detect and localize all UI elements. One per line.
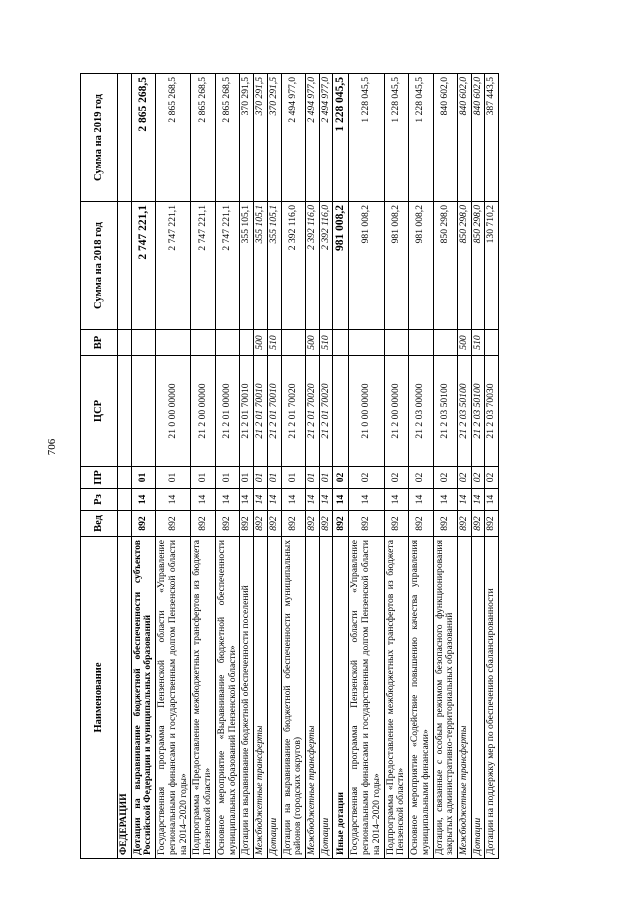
- cell-sum-2019: 387 443,5: [485, 74, 499, 202]
- cell-ved: 892: [281, 511, 305, 537]
- cell-sum-2019: 2 865 268,5: [191, 74, 215, 202]
- cell-vr: 510: [267, 330, 281, 356]
- cell-rz: 14: [191, 489, 215, 511]
- cell-sum-2019: 370 291,5: [240, 74, 254, 202]
- cell-rz: 14: [409, 489, 433, 511]
- header-vr: ВР: [81, 330, 118, 356]
- cell-ved: 892: [457, 511, 471, 537]
- cell-sum-2019: 2 865 268,5: [215, 74, 239, 202]
- cell-pr: 02: [485, 467, 499, 489]
- cell-pr: 01: [254, 467, 268, 489]
- cell-name: Дотации на выравнивание бюджетной обеспеченности субъектов Российской Федерации и муниципальных образований: [131, 537, 155, 859]
- cell-sum-2018: 2 392 116,0: [306, 202, 320, 330]
- cell-name: Государственная программа Пензенской области «Управление региональными финансами и государственным долгом Пензенской области на 2014–2020 годы»: [156, 537, 191, 859]
- cell-pr: 01: [281, 467, 305, 489]
- cell-sum-2018: 981 008,2: [349, 202, 384, 330]
- table-row: [191, 74, 215, 859]
- cell-ved: [118, 511, 132, 537]
- cell-name: Дотации: [267, 537, 281, 859]
- cell-rz: 14: [384, 489, 408, 511]
- cell-rz: 14: [306, 489, 320, 511]
- cell-csr: 21 2 03 70030: [485, 356, 499, 467]
- cell-rz: 14: [471, 489, 485, 511]
- cell-pr: 01: [215, 467, 239, 489]
- cell-sum-2018: 981 008,2: [409, 202, 433, 330]
- table-row: [349, 74, 384, 859]
- cell-rz: 14: [156, 489, 191, 511]
- cell-name: ФЕДЕРАЦИИ: [118, 537, 132, 859]
- cell-ved: 892: [131, 511, 155, 537]
- cell-rz: 14: [254, 489, 268, 511]
- cell-pr: 02: [433, 467, 457, 489]
- cell-name: Дотации: [319, 537, 333, 859]
- cell-ved: 892: [319, 511, 333, 537]
- cell-vr: 500: [306, 330, 320, 356]
- cell-vr: [485, 330, 499, 356]
- cell-sum-2018: 130 710,2: [485, 202, 499, 330]
- cell-sum-2019: 1 228 045,5: [384, 74, 408, 202]
- cell-sum-2018: 2 392 116,0: [281, 202, 305, 330]
- cell-pr: 02: [457, 467, 471, 489]
- cell-ved: 892: [306, 511, 320, 537]
- cell-sum-2019: 2 865 268,5: [131, 74, 155, 202]
- cell-vr: [131, 330, 155, 356]
- table-row: [254, 74, 268, 859]
- cell-sum-2018: 355 105,1: [240, 202, 254, 330]
- cell-vr: [240, 330, 254, 356]
- cell-rz: 14: [349, 489, 384, 511]
- cell-ved: 892: [215, 511, 239, 537]
- cell-csr: [333, 356, 349, 467]
- cell-pr: 02: [333, 467, 349, 489]
- cell-sum-2018: 981 008,2: [333, 202, 349, 330]
- cell-vr: [409, 330, 433, 356]
- cell-name: Дотации на выравнивание бюджетной обеспеченности муниципальных районов (городских округов): [281, 537, 305, 859]
- cell-name: Государственная программа Пензенской области «Управление региональными финансами и государственным долгом Пензенской области на 2014–2020 годы»: [349, 537, 384, 859]
- cell-ved: 892: [333, 511, 349, 537]
- table-row: [457, 74, 471, 859]
- cell-csr: 21 2 01 70020: [306, 356, 320, 467]
- cell-vr: [156, 330, 191, 356]
- cell-ved: 892: [240, 511, 254, 537]
- cell-sum-2019: 2 865 268,5: [156, 74, 191, 202]
- cell-csr: [118, 356, 132, 467]
- cell-pr: 01: [131, 467, 155, 489]
- cell-sum-2018: 850 298,0: [471, 202, 485, 330]
- cell-vr: [215, 330, 239, 356]
- cell-name: Иные дотации: [333, 537, 349, 859]
- cell-rz: 14: [319, 489, 333, 511]
- cell-rz: 14: [215, 489, 239, 511]
- cell-sum-2018: 981 008,2: [384, 202, 408, 330]
- cell-rz: 14: [333, 489, 349, 511]
- cell-sum-2018: 850 298,0: [433, 202, 457, 330]
- budget-table: [80, 73, 499, 859]
- cell-vr: [281, 330, 305, 356]
- cell-sum-2019: 1 228 045,5: [333, 74, 349, 202]
- cell-ved: 892: [156, 511, 191, 537]
- cell-vr: 510: [319, 330, 333, 356]
- header-csr: ЦСР: [81, 356, 118, 467]
- cell-pr: 01: [156, 467, 191, 489]
- cell-name: Дотации, связанные с особым режимом безопасного функционирования закрытых административно-территориальных образований: [433, 537, 457, 859]
- cell-sum-2019: 2 494 977,0: [306, 74, 320, 202]
- table-row: [384, 74, 408, 859]
- table-row: [267, 74, 281, 859]
- cell-csr: 21 0 00 00000: [349, 356, 384, 467]
- cell-ved: 892: [191, 511, 215, 537]
- cell-ved: 892: [384, 511, 408, 537]
- cell-rz: 14: [267, 489, 281, 511]
- table-row: [118, 74, 132, 859]
- cell-sum-2019: 2 494 977,0: [319, 74, 333, 202]
- cell-ved: 892: [254, 511, 268, 537]
- cell-csr: [131, 356, 155, 467]
- cell-csr: 21 2 00 00000: [191, 356, 215, 467]
- cell-rz: [118, 489, 132, 511]
- cell-pr: 02: [349, 467, 384, 489]
- cell-name: Основное мероприятие «Выравнивание бюджетной обеспеченности муниципальных образований Пензенской области»: [215, 537, 239, 859]
- cell-sum-2018: 355 105,1: [254, 202, 268, 330]
- cell-csr: 21 2 03 00000: [409, 356, 433, 467]
- table-row: [156, 74, 191, 859]
- cell-sum-2018: [118, 202, 132, 330]
- cell-name: Межбюджетные трансферты: [306, 537, 320, 859]
- table-row: [215, 74, 239, 859]
- cell-sum-2019: 370 291,5: [254, 74, 268, 202]
- cell-name: Дотации на поддержку мер по обеспечению сбалансированности: [485, 537, 499, 859]
- cell-vr: 500: [254, 330, 268, 356]
- cell-rz: 14: [131, 489, 155, 511]
- table-header-row: [81, 74, 118, 859]
- cell-csr: 21 2 00 00000: [384, 356, 408, 467]
- cell-pr: 01: [319, 467, 333, 489]
- cell-csr: 21 0 00 00000: [156, 356, 191, 467]
- cell-pr: 01: [191, 467, 215, 489]
- header-name: Наименование: [81, 537, 118, 859]
- cell-csr: 21 2 03 50100: [471, 356, 485, 467]
- cell-sum-2019: 840 602,0: [457, 74, 471, 202]
- cell-csr: 21 2 01 70010: [267, 356, 281, 467]
- cell-ved: 892: [433, 511, 457, 537]
- table-row: [333, 74, 349, 859]
- rotated-table-page: [80, 74, 600, 859]
- cell-rz: 14: [433, 489, 457, 511]
- cell-csr: 21 2 03 50100: [457, 356, 471, 467]
- cell-sum-2019: [118, 74, 132, 202]
- cell-vr: [384, 330, 408, 356]
- cell-pr: 01: [240, 467, 254, 489]
- header-sum-2018: Сумма на 2018 год: [81, 202, 118, 330]
- cell-name: Дотации: [471, 537, 485, 859]
- cell-ved: 892: [485, 511, 499, 537]
- table-row: [306, 74, 320, 859]
- cell-ved: 892: [409, 511, 433, 537]
- cell-ved: 892: [471, 511, 485, 537]
- cell-name: Межбюджетные трансферты: [457, 537, 471, 859]
- table-row: [485, 74, 499, 859]
- cell-sum-2018: 355 105,1: [267, 202, 281, 330]
- table-row: [471, 74, 485, 859]
- cell-sum-2019: 840 602,0: [433, 74, 457, 202]
- cell-pr: 01: [306, 467, 320, 489]
- cell-name: Дотации на выравнивание бюджетной обеспеченности поселений: [240, 537, 254, 859]
- cell-name: Основное мероприятие «Содействие повышению качества управления муниципальными финансами»: [409, 537, 433, 859]
- cell-vr: [349, 330, 384, 356]
- table-body: [118, 74, 499, 859]
- header-pr: ПР: [81, 467, 118, 489]
- cell-vr: [118, 330, 132, 356]
- cell-sum-2019: 1 228 045,5: [409, 74, 433, 202]
- cell-rz: 14: [281, 489, 305, 511]
- cell-sum-2018: 2 747 221,1: [215, 202, 239, 330]
- cell-rz: 14: [457, 489, 471, 511]
- cell-rz: 14: [240, 489, 254, 511]
- cell-sum-2019: 1 228 045,5: [349, 74, 384, 202]
- cell-name: Подпрограмма «Предоставление межбюджетных трансфертов из бюджета Пензенской области»: [191, 537, 215, 859]
- table-row: [131, 74, 155, 859]
- cell-vr: [333, 330, 349, 356]
- header-sum-2019: Сумма на 2019 год: [81, 74, 118, 202]
- cell-name: Подпрограмма «Предоставление межбюджетных трансфертов из бюджета Пензенской области»: [384, 537, 408, 859]
- table-row: [409, 74, 433, 859]
- cell-sum-2019: 840 602,0: [471, 74, 485, 202]
- cell-csr: 21 2 01 70020: [319, 356, 333, 467]
- table-row: [240, 74, 254, 859]
- header-ved: Вед: [81, 511, 118, 537]
- cell-pr: 02: [384, 467, 408, 489]
- table-row: [433, 74, 457, 859]
- cell-csr: 21 2 01 00000: [215, 356, 239, 467]
- cell-vr: [433, 330, 457, 356]
- cell-ved: 892: [267, 511, 281, 537]
- cell-sum-2018: 850 298,0: [457, 202, 471, 330]
- cell-sum-2018: 2 747 221,1: [156, 202, 191, 330]
- cell-vr: 510: [471, 330, 485, 356]
- cell-ved: 892: [349, 511, 384, 537]
- cell-csr: 21 2 03 50100: [433, 356, 457, 467]
- cell-vr: [191, 330, 215, 356]
- cell-sum-2019: 2 494 977,0: [281, 74, 305, 202]
- page-number: 706: [46, 438, 58, 456]
- cell-pr: [118, 467, 132, 489]
- cell-vr: 500: [457, 330, 471, 356]
- cell-pr: 02: [409, 467, 433, 489]
- cell-sum-2018: 2 747 221,1: [131, 202, 155, 330]
- cell-sum-2019: 370 291,5: [267, 74, 281, 202]
- cell-csr: 21 2 01 70010: [254, 356, 268, 467]
- cell-csr: 21 2 01 70010: [240, 356, 254, 467]
- table-row: [281, 74, 305, 859]
- cell-sum-2018: 2 747 221,1: [191, 202, 215, 330]
- header-rz: Рз: [81, 489, 118, 511]
- cell-csr: 21 2 01 70020: [281, 356, 305, 467]
- cell-pr: 02: [471, 467, 485, 489]
- cell-sum-2018: 2 392 116,0: [319, 202, 333, 330]
- cell-pr: 01: [267, 467, 281, 489]
- table-row: [319, 74, 333, 859]
- cell-name: Межбюджетные трансферты: [254, 537, 268, 859]
- cell-rz: 14: [485, 489, 499, 511]
